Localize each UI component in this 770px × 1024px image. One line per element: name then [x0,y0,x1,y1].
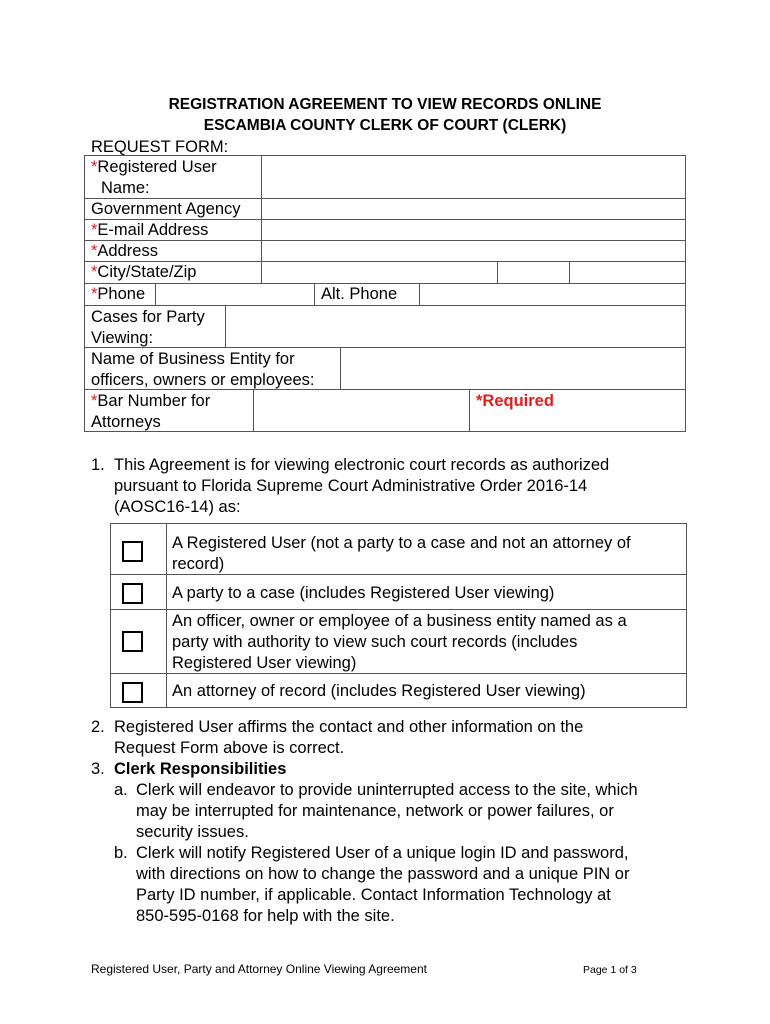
city-state-zip-label: *City/State/Zip [91,263,197,281]
cases-label: Cases for Party Viewing: [91,308,205,347]
footer-document-name: Registered User, Party and Attorney Online Viewing Agreement [91,962,427,976]
row-cases [85,305,685,347]
document-title-line1: REGISTRATION AGREEMENT TO VIEW RECORDS ONLINE [168,96,602,113]
address-label: *Address [91,242,158,260]
zip-input[interactable] [570,262,685,284]
business-entity-label: Name of Business Entity for officers, owners or employees: [91,350,315,389]
registered-user-input[interactable] [262,156,685,198]
email-input[interactable] [262,220,685,241]
option-business-officer [111,609,686,673]
item-3b-number: b. [114,844,128,862]
bar-number-input[interactable] [254,390,469,432]
item-3b-text: Clerk will notify Registered User of a unique login ID and password, with directions on how to change the password and a unique PIN or Party ID number, if applicable. Contact Information Technology at 850-595-0168 for help with the site. [136,844,630,925]
state-input[interactable] [498,262,569,284]
row-bar-number [85,389,685,431]
item-2-number: 2. [91,718,105,736]
option-attorney [111,673,686,707]
item-3a-text: Clerk will endeavor to provide uninterrupted access to the site, which may be interrupted for maintenance, network or power failures, or security issues. [136,781,638,841]
request-form-label: REQUEST FORM: [91,138,229,156]
business-entity-input[interactable] [341,348,685,390]
option-registered-user [111,524,686,574]
row-address [85,240,685,261]
cases-input[interactable] [226,306,685,348]
row-business-entity [85,347,685,389]
footer-page-number: Page 1 of 3 [583,964,637,976]
government-agency-input[interactable] [262,199,685,220]
checkbox-registered-user[interactable] [122,541,143,562]
viewing-options-table [110,523,687,708]
option-attorney-text: An attorney of record (includes Registered User viewing) [172,682,586,700]
row-phone [85,283,685,305]
row-email [85,219,685,240]
document-title-line2: ESCAMBIA COUNTY CLERK OF COURT (CLERK) [203,117,567,134]
option-registered-user-text: A Registered User (not a party to a case and not an attorney of record) [172,534,631,573]
item-3-heading: Clerk Responsibilities [114,760,287,778]
email-label: *E-mail Address [91,221,209,239]
item-3a-number: a. [114,781,128,799]
row-city-state-zip [85,261,685,283]
option-party-text: A party to a case (includes Registered User viewing) [172,584,555,602]
item-1-text: This Agreement is for viewing electronic court records as authorized pursuant to Florida Supreme Court Administrative Order 2016-14 (AOSC16-14) as: [114,456,610,516]
bar-number-label: *Bar Number for Attorneys [91,392,211,431]
option-party [111,574,686,609]
checkbox-attorney[interactable] [122,682,143,703]
row-government-agency [85,198,685,219]
row-registered-user [85,156,685,198]
checkbox-party[interactable] [122,583,143,604]
registered-user-label: *Registered User Name: [91,158,217,197]
address-input[interactable] [262,241,685,262]
phone-input[interactable] [156,284,314,306]
item-3-number: 3. [91,760,105,778]
checkbox-business-officer[interactable] [122,631,143,652]
government-agency-label: Government Agency [91,200,241,218]
city-input[interactable] [262,262,497,284]
item-2-text: Registered User affirms the contact and other information on the Request Form above is correct. [114,718,584,757]
option-business-officer-text: An officer, owner or employee of a business entity named as a party with authority to view such court records (includes Registered User viewing) [172,612,627,672]
alt-phone-label: Alt. Phone [321,285,398,303]
phone-label: *Phone [91,285,146,303]
alt-phone-input[interactable] [420,284,685,306]
required-note: *Required [476,392,554,410]
request-form-table [84,155,686,432]
item-1-number: 1. [91,456,105,474]
